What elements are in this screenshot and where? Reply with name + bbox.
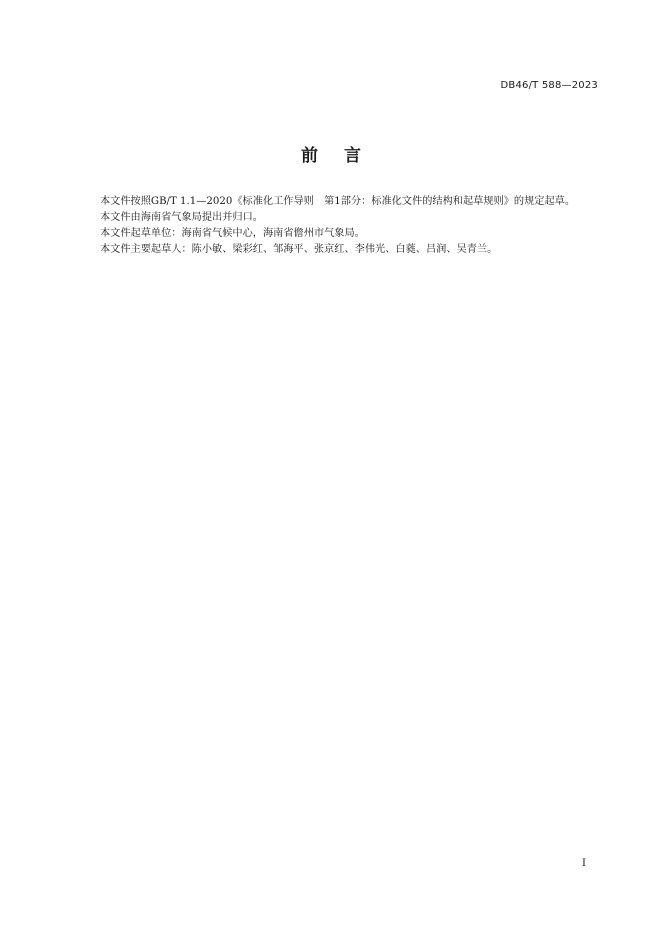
paragraph-drafting-units: 本文件起草单位：海南省气候中心，海南省儋州市气象局。 xyxy=(100,228,365,239)
paragraph-proposer: 本文件由海南省气象局提出并归口。 xyxy=(100,212,263,223)
page-number: I xyxy=(582,858,586,869)
foreword-body xyxy=(80,194,600,258)
paragraph-drafters: 本文件主要起草人：陈小敏、梁彩红、邹海平、张京红、李伟光、白蕤、吕润、吴青兰。 xyxy=(100,244,498,255)
paragraph-drafting-basis: 本文件按照GB/T 1.1—2020《标准化工作导则 第1部分：标准化文件的结构和起草规则》的规定起草。 xyxy=(100,196,576,207)
page-title: 前言 xyxy=(301,146,387,166)
document-code: DB46/T 588—2023 xyxy=(500,80,598,91)
